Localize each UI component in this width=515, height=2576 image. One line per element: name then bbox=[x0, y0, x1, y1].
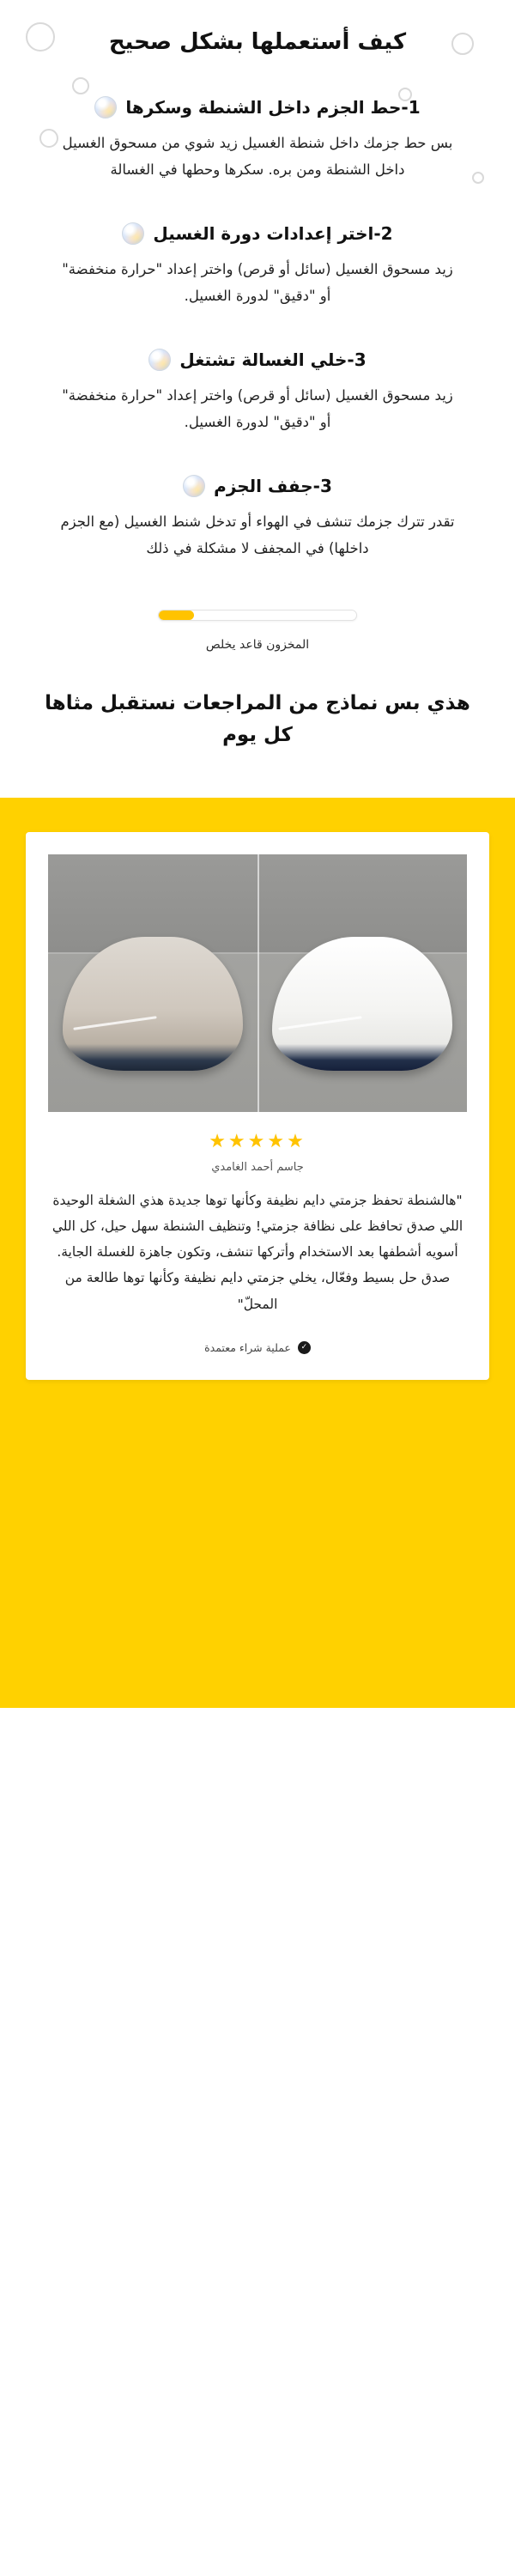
bubble-icon bbox=[94, 96, 117, 118]
step-body: تقدر تترك جزمك تنشف في الهواء أو تدخل شنط الغسيل (مع الجزم داخلها) في المجفف لا مشكلة في ذلك bbox=[60, 513, 455, 556]
before-after-divider bbox=[258, 854, 259, 1112]
progress-track bbox=[158, 610, 357, 621]
reviewer-name: جاسم أحمد الغامدي bbox=[211, 1160, 304, 1174]
steps-list bbox=[0, 65, 515, 562]
photo-half-dirty bbox=[48, 854, 258, 1112]
rating-stars: ★★★★★ bbox=[209, 1130, 306, 1152]
reviews-tagline: هذي بس نماذج من المراجعات نستقبل مثاها كل يوم bbox=[45, 692, 470, 746]
before-after-photo bbox=[48, 854, 467, 1112]
page-title: كيف أستعملها بشكل صحيح bbox=[108, 29, 407, 55]
step-body: بس حط جزمك داخل شنطة الغسيل زيد شوي من مسحوق الغسيل داخل الشنطة ومن بره. سكرها وحطها في الغسالة bbox=[62, 135, 453, 178]
step-title: 3-خلي الغسالة تشتغل bbox=[179, 349, 367, 371]
step-header bbox=[29, 96, 486, 118]
check-badge-icon: ✓ bbox=[298, 1341, 311, 1354]
bubble-icon bbox=[148, 349, 171, 371]
step-header bbox=[29, 222, 486, 245]
section-header bbox=[0, 0, 515, 65]
progress-fill bbox=[159, 611, 194, 620]
step-title: 3-جفف الجزم bbox=[214, 476, 332, 497]
review-text: "هالشنطة تحفظ جزمتي دايم نظيفة وكأنها توها جديدة هذي الشغلة الوحيدة اللي صدق تحافظ على نظافة جزمتي! وتنظيف الشنطة سهل حيل، كل اللي أسويه أشطفها بعد الاستخدام وأتركها تنشف، وتكون جاهزة للغسلة الجاية. صدق حل بسيط وفعّال، يخلي جزمتي دايم نظيفة وكأنها توها طالعة من المحلّ" bbox=[52, 1192, 464, 1312]
step-body: زيد مسحوق الغسيل (سائل أو قرص) واختر إعداد "حرارة منخفضة" أو "دقيق" لدورة الغسيل. bbox=[62, 261, 453, 304]
step-item bbox=[29, 96, 486, 183]
dirty-shoe-image bbox=[63, 937, 243, 1071]
bubble-icon bbox=[183, 475, 205, 497]
photo-half-clean bbox=[258, 854, 467, 1112]
bubble-icon bbox=[122, 222, 144, 245]
verified-purchase-label: عملية شراء معتمدة bbox=[204, 1340, 291, 1354]
page-title-wrap bbox=[104, 29, 411, 57]
clean-shoe-image bbox=[272, 937, 452, 1071]
step-title: 1-حط الجزم داخل الشنطة وسكرها bbox=[125, 97, 421, 118]
step-body: زيد مسحوق الغسيل (سائل أو قرص) واختر إعداد "حرارة منخفضة" أو "دقيق" لدورة الغسيل. bbox=[62, 387, 453, 430]
verified-purchase-badge bbox=[48, 1341, 467, 1354]
stock-progress bbox=[0, 601, 515, 626]
reviews-panel bbox=[0, 798, 515, 1708]
step-item bbox=[29, 349, 486, 435]
step-item bbox=[29, 475, 486, 562]
stock-label: المخزون قاعد يخلص bbox=[205, 638, 310, 653]
step-item bbox=[29, 222, 486, 309]
review-card bbox=[26, 832, 489, 1380]
step-header bbox=[29, 349, 486, 371]
step-title: 2-اختر إعدادات دورة الغسيل bbox=[153, 223, 393, 245]
step-header bbox=[29, 475, 486, 497]
